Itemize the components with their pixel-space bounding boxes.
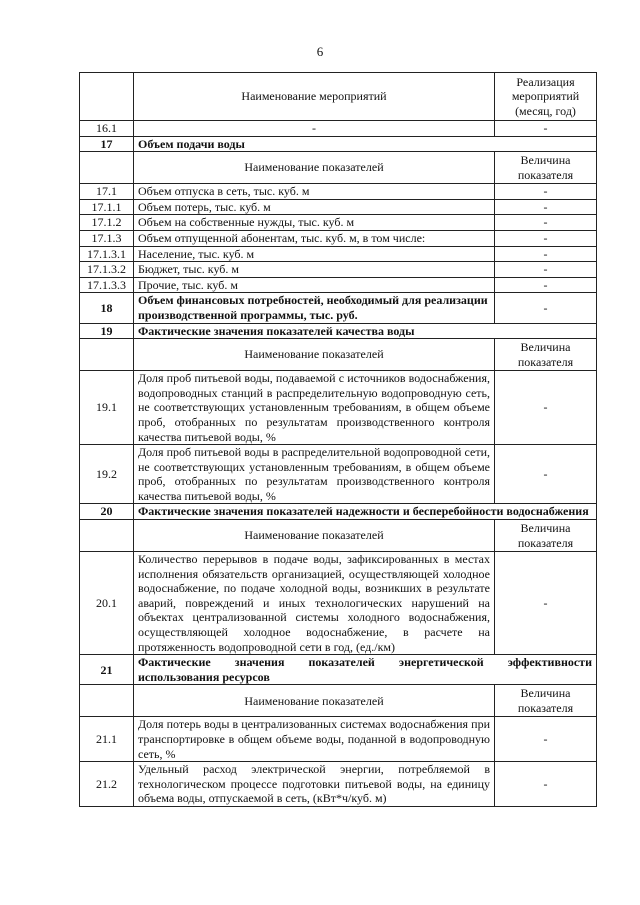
sub-header-value-line: Величина — [520, 153, 571, 168]
table-row — [80, 717, 597, 762]
row-value: - — [495, 552, 597, 655]
row-number: 19 — [80, 323, 134, 339]
section-title: Объем подачи воды — [134, 136, 597, 152]
sub-header-value-line: Величина — [520, 686, 571, 701]
row-text: Доля потерь воды в централизованных системах водоснабжения при транспортировке в общем объеме воды, поданной в водопроводную сеть, % — [134, 717, 495, 762]
sub-header-num-cell — [80, 685, 134, 717]
row-text: - — [134, 121, 495, 137]
row-value: - — [495, 717, 597, 762]
section-row — [80, 504, 597, 520]
table-row — [80, 762, 597, 807]
sub-header-value-line: показателя — [517, 354, 574, 369]
section-row — [80, 136, 597, 152]
row-number: 20 — [80, 504, 134, 520]
row-text: Удельный расход электрической энергии, потребляемой в технологическом процессе подготовки питьевой воды, на единицу объема воды, отпускаемой в сеть, (кВт*ч/куб. м) — [134, 762, 495, 807]
row-number: 19.1 — [80, 371, 134, 445]
sub-header-value-line: показателя — [517, 535, 574, 550]
section-row — [80, 655, 597, 685]
sub-header-value-line: показателя — [517, 167, 574, 182]
section-row — [80, 293, 597, 323]
row-value: - — [495, 371, 597, 445]
page-number: 6 — [316, 44, 324, 59]
sub-header-row — [80, 152, 597, 184]
row-value: - — [495, 262, 597, 278]
sub-header-value-cell — [495, 685, 597, 717]
row-text: Население, тыс. куб. м — [134, 246, 495, 262]
table-row — [80, 230, 597, 246]
table-row — [80, 246, 597, 262]
row-number: 17 — [80, 136, 134, 152]
row-value: - — [495, 121, 597, 137]
table-row — [80, 121, 597, 137]
sub-header-value-line: Величина — [520, 340, 571, 355]
table-row — [80, 371, 597, 445]
row-number: 18 — [80, 293, 134, 323]
sub-header-name-cell: Наименование показателей — [134, 339, 495, 371]
row-number: 17.1.3 — [80, 230, 134, 246]
table-row — [80, 445, 597, 504]
row-number: 17.1.1 — [80, 199, 134, 215]
row-value: - — [495, 246, 597, 262]
sub-header-name-cell: Наименование показателей — [134, 152, 495, 184]
sub-header-num-cell — [80, 339, 134, 371]
table-row — [80, 552, 597, 655]
row-number: 19.2 — [80, 445, 134, 504]
table-header-row — [80, 73, 597, 121]
row-text: Доля проб питьевой воды в распределительной водопроводной сети, не соответствующих установленным требованиям, в общем объеме проб, отобранных по результатам производственного контроля качества питьевой воды, % — [134, 445, 495, 504]
row-number: 20.1 — [80, 552, 134, 655]
sub-header-num-cell — [80, 152, 134, 184]
section-title: Объем финансовых потребностей, необходимый для реализации производственной программы, тыс. руб. — [134, 293, 495, 323]
table-row — [80, 277, 597, 293]
row-number: 16.1 — [80, 121, 134, 137]
header-name-cell: Наименование мероприятий — [134, 73, 495, 121]
program-table — [79, 72, 597, 807]
header-value-line: (месяц, год) — [515, 103, 576, 118]
row-value: - — [495, 215, 597, 231]
row-text: Прочие, тыс. куб. м — [134, 277, 495, 293]
sub-header-value-cell — [495, 520, 597, 552]
sub-header-row — [80, 339, 597, 371]
row-number: 21 — [80, 655, 134, 685]
table-row — [80, 199, 597, 215]
row-number: 17.1 — [80, 184, 134, 200]
row-value: - — [495, 762, 597, 807]
row-number: 17.1.3.2 — [80, 262, 134, 278]
sub-header-value-cell — [495, 152, 597, 184]
row-value: - — [495, 199, 597, 215]
table-row — [80, 184, 597, 200]
section-title: Фактические значения показателей энергетической эффективности использования ресурсов — [134, 655, 597, 685]
header-value-cell — [495, 73, 597, 121]
section-title: Фактические значения показателей качества воды — [134, 323, 597, 339]
row-value: - — [495, 445, 597, 504]
row-text: Доля проб питьевой воды, подаваемой с источников водоснабжения, водопроводных станций в распределительную водопроводную сеть, не соответствующих установленным требованиям, в общем объеме проб, отобранных по результатам производственного контроля качества питьевой воды, % — [134, 371, 495, 445]
row-number: 21.2 — [80, 762, 134, 807]
header-value-line: Реализация — [516, 74, 575, 89]
sub-header-name-cell: Наименование показателей — [134, 685, 495, 717]
row-value: - — [495, 184, 597, 200]
header-value-line: мероприятий — [511, 89, 580, 104]
sub-header-name-cell: Наименование показателей — [134, 520, 495, 552]
row-text: Объем потерь, тыс. куб. м — [134, 199, 495, 215]
row-number: 17.1.3.3 — [80, 277, 134, 293]
row-number: 21.1 — [80, 717, 134, 762]
sub-header-value-line: показателя — [517, 700, 574, 715]
sub-header-num-cell — [80, 520, 134, 552]
row-number: 17.1.3.1 — [80, 246, 134, 262]
sub-header-row — [80, 520, 597, 552]
row-value: - — [495, 293, 597, 323]
row-text: Объем отпуска в сеть, тыс. куб. м — [134, 184, 495, 200]
row-number: 17.1.2 — [80, 215, 134, 231]
table-row — [80, 215, 597, 231]
sub-header-value-cell — [495, 339, 597, 371]
row-text: Объем отпущенной абонентам, тыс. куб. м, в том числе: — [134, 230, 495, 246]
row-text: Бюджет, тыс. куб. м — [134, 262, 495, 278]
row-text: Объем на собственные нужды, тыс. куб. м — [134, 215, 495, 231]
section-row — [80, 323, 597, 339]
row-text: Количество перерывов в подаче воды, зафиксированных в местах исполнения обязательств организацией, осуществляющей холодное водоснабжение, по подаче холодной воды, возникших в результате аварий, повреждений и иных технологических нарушений на объектах централизованной системы холодного водоснабжения, осуществляющей холодное водоснабжение, в расчете на протяженность водопроводной сети в год, (ед./км) — [134, 552, 495, 655]
table-row — [80, 262, 597, 278]
sub-header-row — [80, 685, 597, 717]
row-value: - — [495, 230, 597, 246]
row-value: - — [495, 277, 597, 293]
header-num-cell — [80, 73, 134, 121]
section-title: Фактические значения показателей надежности и бесперебойности водоснабжения — [134, 504, 597, 520]
sub-header-value-line: Величина — [520, 520, 571, 535]
